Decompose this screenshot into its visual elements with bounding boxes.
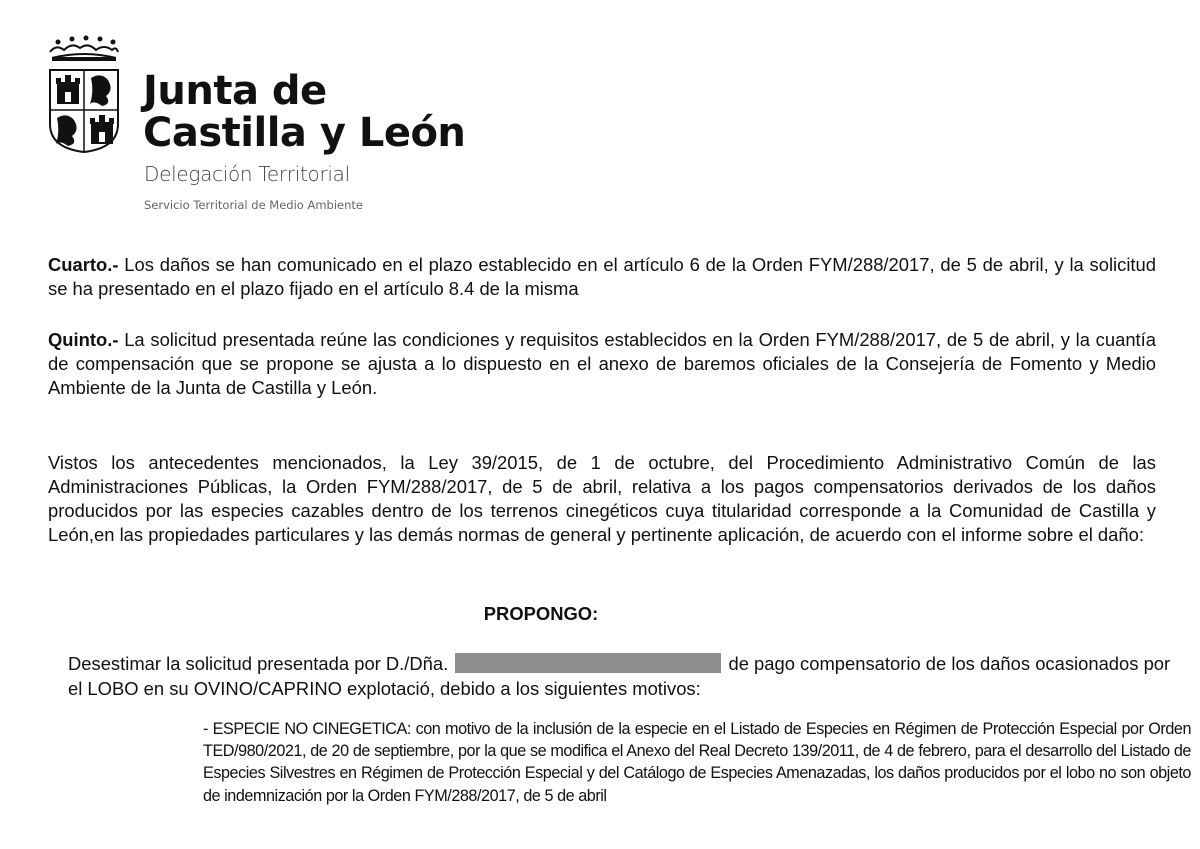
proposal-heading: PROPONGO: bbox=[483, 603, 599, 624]
proposal-text-after: de pago compensatorio de los daños ocasionados por el LOBO en su OVINO/CAPRINO explotació, debido a los siguientes motivos: bbox=[68, 653, 1171, 699]
paragraph-vistos: Vistos los antecedentes mencionados, la Ley 39/2015, de 1 de octubre, del Procedimiento Administrativo Común de las Administraciones Públicas, la Orden FYM/288/2017, de 5 de abril, relativa a los pagos compensatorios derivados de los daños producidos por las especies cazables dentro de los terrenos cinegéticos cuya titularidad corresponde a la Comunidad de Castilla y León,en las propiedades particulares y las demás normas de general y pertinente aplicación, de acuerdo con el informe sobre el daño: bbox=[48, 452, 1156, 545]
coat-of-arms-logo bbox=[46, 34, 122, 154]
proposal-reason: - ESPECIE NO CINEGETICA: con motivo de la inclusión de la especie en el Listado de Especies en Régimen de Protección Especial por Orden TED/980/2021, de 20 de septiembre, por la que se modifica el Anexo del Real Decreto 139/2011, de 4 de febrero, para el desarrollo del Listado de Especies Silvestres en Régimen de Protección Especial y del Catálogo de Especies Amenazadas, los daños producidos por el lobo no son objeto de indemnización por la Orden FYM/288/2017, de 5 de abril bbox=[203, 720, 1191, 805]
paragraph-quinto bbox=[48, 328, 1156, 400]
redacted-name bbox=[455, 653, 721, 673]
proposal-text bbox=[68, 651, 1172, 701]
service-name: Servicio Territorial de Medio Ambiente bbox=[144, 198, 363, 212]
quinto-label: Quinto.- bbox=[48, 329, 119, 350]
org-name-line2: Castilla y León bbox=[143, 110, 466, 156]
proposal-text-before: Desestimar la solicitud presentada por D./Dña. bbox=[68, 653, 454, 674]
paragraph-cuarto bbox=[48, 253, 1156, 301]
delegation-name: Delegación Territorial bbox=[144, 162, 350, 186]
cuarto-text: Los daños se han comunicado en el plazo establecido en el artículo 6 de la Orden FYM/288/2017, de 5 de abril, y la solicitud se ha presentado en el plazo fijado en el artículo 8.4 de la misma bbox=[48, 254, 1156, 299]
org-name-line1: Junta de bbox=[143, 68, 327, 114]
cuarto-label: Cuarto.- bbox=[48, 254, 119, 275]
quinto-text: La solicitud presentada reúne las condiciones y requisitos establecidos en la Orden FYM/288/2017, de 5 de abril, y la cuantía de compensación que se propone se ajusta a lo dispuesto en el anexo de baremos oficiales de la Consejería de Fomento y Medio Ambiente de la Junta de Castilla y León. bbox=[48, 329, 1156, 398]
